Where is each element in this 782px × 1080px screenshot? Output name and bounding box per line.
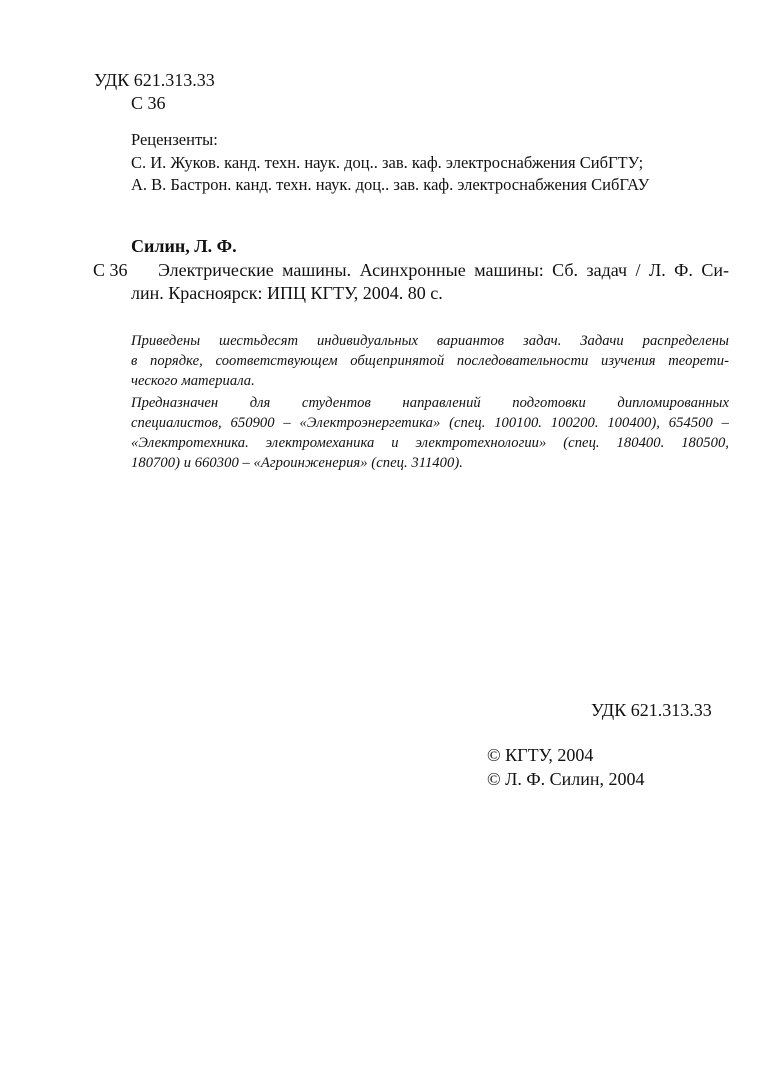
footer-udc-code: УДК 621.313.33 — [591, 700, 712, 720]
annotation-line: в порядке, соответствующем общепринятой последовательности изучения теорети- — [131, 353, 729, 369]
author-heading: Силин, Л. Ф. — [131, 236, 237, 256]
udc-code: УДК 621.313.33 — [94, 70, 215, 90]
annotation-line: ческого материала. — [131, 373, 255, 389]
annotation-line: Предназначен для студентов направлений подготовки дипломированных — [131, 395, 729, 411]
annotation-line: специалистов, 650900 – «Электроэнергетика» (спец. 100100. 100200. 100400), 654500 – — [131, 415, 729, 431]
citation-line-2: лин. Красноярск: ИПЦ КГТУ, 2004. 80 с. — [131, 283, 443, 303]
reviewer-line: С. И. Жуков. канд. техн. наук. доц.. зав. каф. электроснабжения СибГТУ; — [131, 153, 644, 172]
bbk-code: С 36 — [131, 93, 166, 113]
copyright-line: © КГТУ, 2004 — [487, 745, 594, 765]
annotation-line: Приведены шестьдесят индивидуальных вариантов задач. Задачи распределены — [131, 333, 729, 349]
citation-code: С 36 — [93, 260, 128, 280]
reviewers-title: Рецензенты: — [131, 130, 218, 149]
annotation-line: «Электротехника. электромеханика и электротехнологии» (спец. 180400. 180500, — [131, 435, 729, 451]
reviewer-line: А. В. Бастрон. канд. техн. наук. доц.. зав. каф. электроснабжения СибГАУ — [131, 175, 650, 194]
copyright-line: © Л. Ф. Силин, 2004 — [487, 769, 645, 789]
citation-line-1: Электрические машины. Асинхронные машины: Сб. задач / Л. Ф. Си- — [158, 260, 729, 280]
annotation-line: 180700) и 660300 – «Агроинженерия» (спец. 311400). — [131, 455, 463, 471]
